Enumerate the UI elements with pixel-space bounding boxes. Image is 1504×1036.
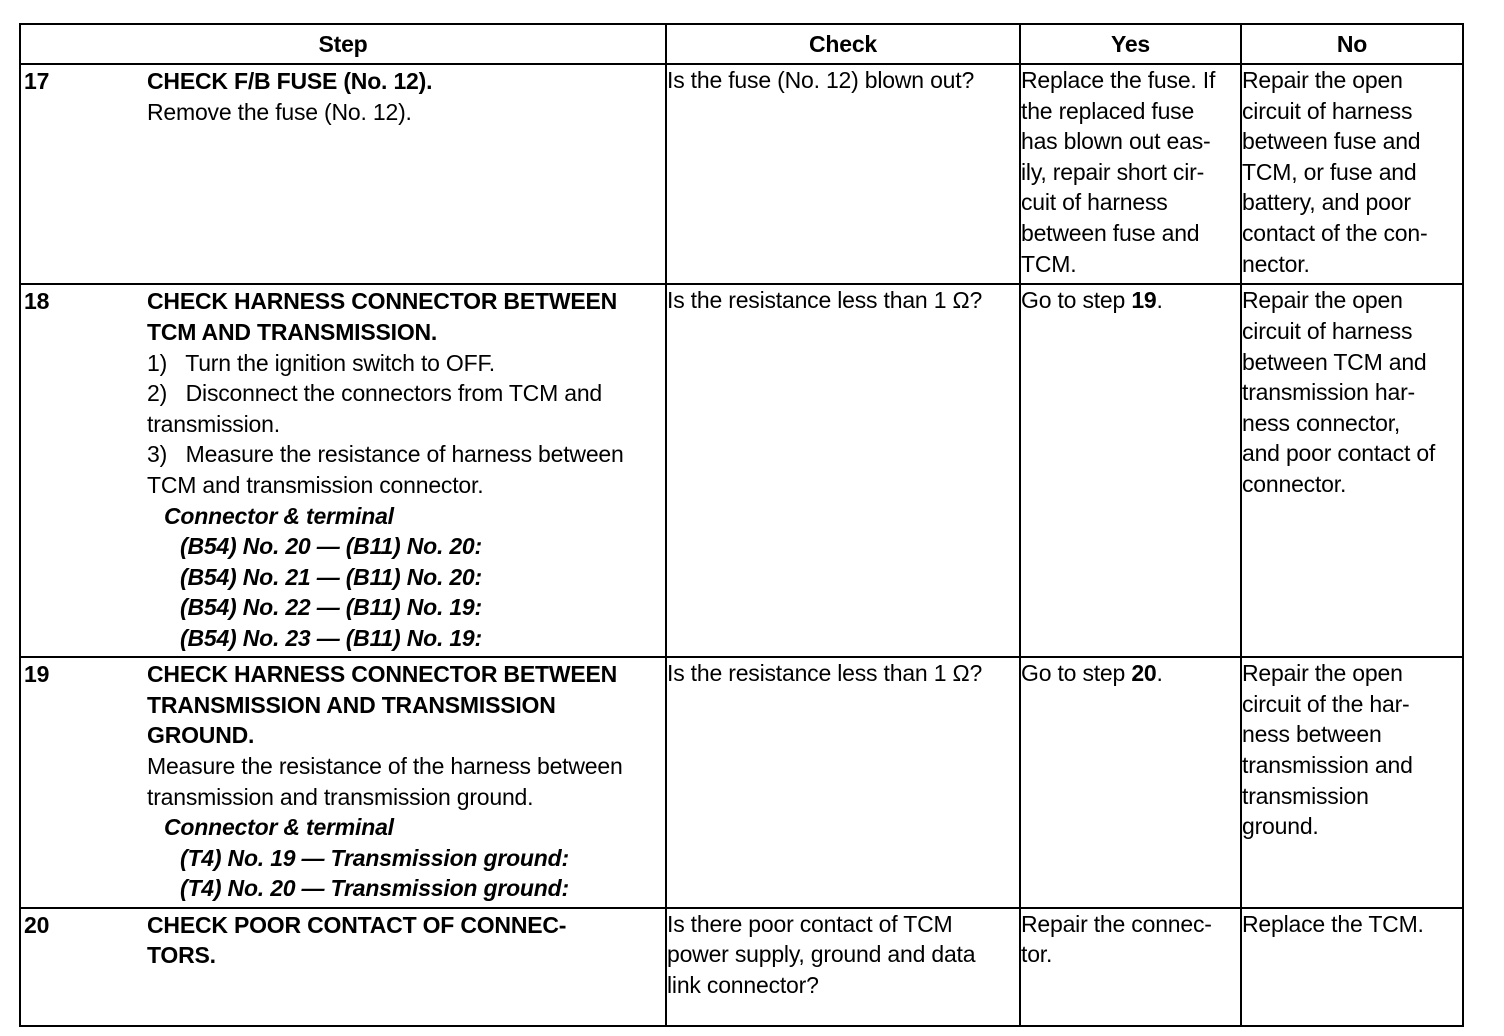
header-row	[20, 24, 1463, 64]
step-instruction: transmission and transmission ground.	[147, 783, 534, 810]
terminal-spec: (B54) No. 23 — (B11) No. 19:	[180, 624, 482, 651]
terminal-spec: (B54) No. 22 — (B11) No. 19:	[180, 594, 482, 621]
yes-line: Replace the fuse. If	[1021, 67, 1216, 93]
table-row	[20, 657, 1463, 908]
no-cell	[1241, 908, 1463, 1026]
terminal-spec: (T4) No. 20 — Transmission ground:	[180, 875, 569, 902]
no-line: ness between	[1242, 721, 1382, 748]
no-cell	[1241, 657, 1463, 908]
no-line: battery, and poor	[1242, 189, 1411, 216]
step-instruction: 2) Disconnect the connectors from TCM and	[147, 380, 603, 407]
no-line: connector.	[1242, 471, 1347, 498]
table-row	[20, 284, 1463, 657]
step-instruction: Measure the resistance of the harness between	[147, 753, 623, 779]
step-number: 19	[24, 661, 50, 688]
step-cell	[20, 908, 666, 1026]
connector-terminal-label: Connector & terminal	[164, 814, 394, 841]
yes-text	[1021, 658, 1240, 689]
terminal-spec: (B54) No. 20 — (B11) No. 20:	[180, 533, 482, 560]
step-number: 18	[24, 288, 50, 315]
yes-suffix: .	[1156, 287, 1163, 314]
no-line: and poor contact of	[1242, 440, 1436, 467]
no-line: circuit of harness	[1242, 97, 1413, 124]
header-yes: Yes	[1020, 24, 1241, 64]
step-cell	[20, 64, 666, 284]
yes-line: cuit of harness	[1021, 189, 1168, 216]
no-line: Repair the open	[1242, 67, 1403, 93]
check-text: Is the resistance less than 1 Ω?	[667, 287, 983, 314]
table-row	[20, 64, 1463, 284]
check-line: Is there poor contact of TCM	[667, 910, 953, 937]
step-title: TRANSMISSION AND TRANSMISSION	[147, 691, 556, 718]
no-line: circuit of harness	[1242, 318, 1413, 345]
check-line: power supply, ground and data	[667, 941, 976, 968]
yes-line: has blown out eas-	[1021, 128, 1211, 155]
check-text: Is the resistance less than 1 Ω?	[667, 660, 983, 687]
header-check: Check	[666, 24, 1020, 64]
step-cell	[20, 657, 666, 908]
no-line: circuit of the har-	[1242, 690, 1410, 717]
no-line: between TCM and	[1242, 348, 1427, 375]
yes-line: between fuse and	[1021, 219, 1200, 246]
yes-cell	[1020, 908, 1241, 1026]
check-cell	[666, 908, 1020, 1026]
no-cell	[1241, 284, 1463, 657]
yes-prefix: Go to step	[1021, 660, 1132, 687]
table-row	[20, 908, 1463, 1026]
yes-cell	[1020, 657, 1241, 908]
no-line: Repair the open	[1242, 660, 1403, 687]
step-title: TORS.	[147, 942, 216, 969]
yes-cell	[1020, 284, 1241, 657]
step-title: CHECK HARNESS CONNECTOR BETWEEN	[147, 288, 618, 315]
step-title: CHECK POOR CONTACT OF CONNEC-	[147, 911, 567, 938]
header-no: No	[1241, 24, 1463, 64]
step-title: GROUND.	[147, 722, 255, 749]
yes-line: TCM.	[1021, 250, 1077, 277]
step-instruction: transmission.	[147, 410, 280, 437]
no-line: contact of the con-	[1242, 219, 1428, 246]
header-step: Step	[20, 24, 666, 64]
step-number: 20	[24, 911, 50, 938]
check-cell	[666, 657, 1020, 908]
terminal-spec: (T4) No. 19 — Transmission ground:	[180, 844, 569, 871]
no-line: ness connector,	[1242, 409, 1401, 436]
yes-line: tor.	[1021, 941, 1053, 968]
diagnostic-table	[19, 23, 1464, 1027]
check-cell	[666, 64, 1020, 284]
yes-text	[1021, 285, 1240, 316]
connector-terminal-label: Connector & terminal	[164, 502, 394, 529]
yes-line: Repair the connec-	[1021, 910, 1212, 937]
yes-line: ily, repair short cir-	[1021, 158, 1205, 185]
yes-suffix: .	[1156, 660, 1163, 687]
step-instruction: 3) Measure the resistance of harness between	[147, 441, 624, 468]
no-line: transmission	[1242, 782, 1369, 809]
step-title: CHECK F/B FUSE (No. 12).	[147, 68, 433, 94]
yes-prefix: Go to step	[1021, 287, 1132, 314]
step-instruction: TCM and transmission connector.	[147, 472, 484, 499]
yes-cell	[1020, 64, 1241, 284]
step-number: 17	[24, 68, 50, 94]
no-line: TCM, or fuse and	[1242, 158, 1417, 185]
no-line: ground.	[1242, 813, 1319, 840]
step-cell	[20, 284, 666, 657]
no-line: transmission and	[1242, 752, 1413, 778]
check-text: Is the fuse (No. 12) blown out?	[667, 67, 975, 93]
step-title: TCM AND TRANSMISSION.	[147, 319, 438, 346]
no-line: nector.	[1242, 250, 1310, 277]
step-title: CHECK HARNESS CONNECTOR BETWEEN	[147, 661, 618, 688]
check-cell	[666, 284, 1020, 657]
no-cell	[1241, 64, 1463, 284]
check-line: link connector?	[667, 971, 819, 998]
yes-step-ref: 19	[1131, 287, 1157, 314]
yes-line: the replaced fuse	[1021, 97, 1195, 124]
terminal-spec: (B54) No. 21 — (B11) No. 20:	[180, 563, 482, 590]
no-line: between fuse and	[1242, 128, 1421, 155]
yes-step-ref: 20	[1131, 660, 1157, 687]
step-instruction: Remove the fuse (No. 12).	[147, 98, 412, 125]
no-text: Replace the TCM.	[1242, 910, 1424, 937]
no-line: transmission har-	[1242, 379, 1415, 406]
no-line: Repair the open	[1242, 287, 1403, 314]
step-instruction: 1) Turn the ignition switch to OFF.	[147, 349, 495, 376]
